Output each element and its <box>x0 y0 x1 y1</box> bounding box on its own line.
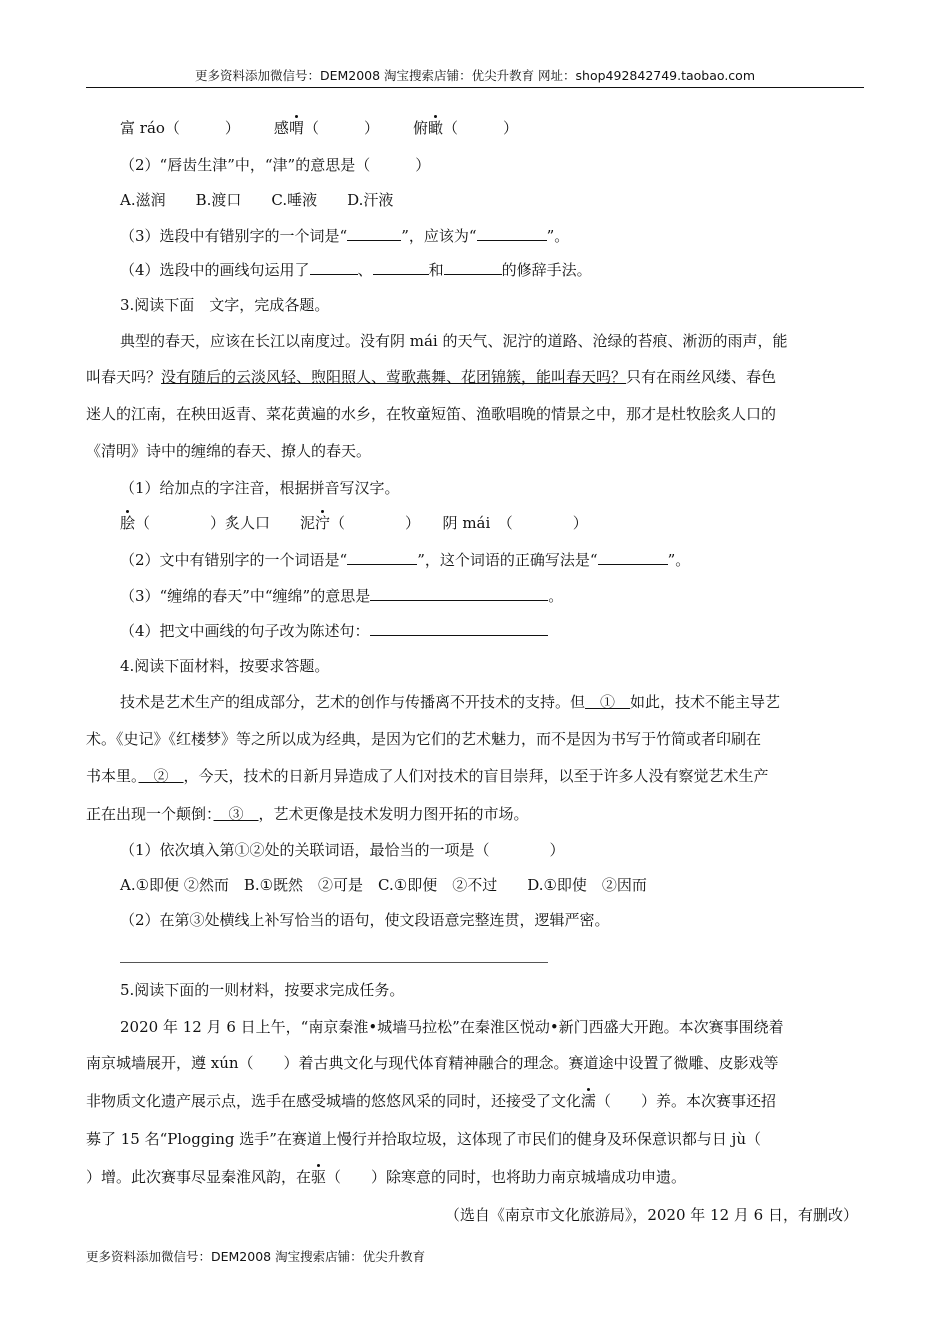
answer-blank[interactable] <box>444 260 502 275</box>
q2-pinyin-row: 富 ráo（ ） 感喟（ ） 俯瞰（ ） <box>120 119 519 137</box>
dotted-char: 脍 <box>120 514 136 532</box>
q3-sub3: （3）“缠绵的春天”中“缠绵”的意思是 。 <box>120 587 564 605</box>
blank-marker-2: ② <box>138 767 184 785</box>
blank-marker-3: ③ <box>213 805 259 823</box>
q5-para-line-1: 2020 年 12 月 6 日上午，“南京秦淮•城墙马拉松”在秦淮区悦动•新门西盛大开跑。本次赛事围绕着 <box>120 1018 784 1036</box>
q2-sub2: （2）“唇齿生津”中，“津”的意思是（ ） <box>120 156 431 174</box>
q3-para-line-1: 典型的春天，应该在长江以南度过。没有阴 mái 的天气、泥泞的道路、沧绿的苔痕、淅沥的雨声，能 <box>120 332 788 350</box>
page-footer: 更多资料添加微信号：DEM2008 淘宝搜索店铺：优尖升教育 <box>86 1249 426 1264</box>
q4-para-line-3: 书本里。 ② ，今天，技术的日新月异造成了人们对技术的盲目崇拜，以至于许多人没有察觉艺术生产 <box>86 767 769 785</box>
q3-sub2: （2）文中有错别字的一个词语是“ ”，这个词语的正确写法是“ ”。 <box>120 551 691 569</box>
q5-para-line-4: 募了 15 名“Plogging 选手”在赛道上慢行并拾取垃圾，这体现了市民们的健身及环保意识都与日 jù（ <box>86 1130 761 1148</box>
answer-blank[interactable] <box>370 621 548 636</box>
underlined-sentence: 没有随后的云淡风轻、煦阳照人、莺歌燕舞、花团锦簇，能叫春天吗？ <box>161 368 627 386</box>
answer-blank[interactable] <box>347 550 417 565</box>
answer-line[interactable] <box>120 962 548 963</box>
q5-para-line-3: 非物质文化遗产展示点，选手在感受城墙的悠悠风采的同时，还接受了文化濡（ ）养。本次赛事还招 <box>86 1092 777 1110</box>
q4-sub1: （1）依次填入第①②处的关联词语，最恰当的一项是（ ） <box>120 841 565 859</box>
q3-title: 3.阅读下面 文字，完成各题。 <box>120 296 330 314</box>
answer-blank[interactable] <box>477 226 547 241</box>
dotted-char: 喟 <box>288 119 304 137</box>
q5-para-line-5: ）增。此次赛事尽显秦淮风韵，在驱（ ）除寒意的同时，也将助力南京城墙成功申遗。 <box>86 1168 687 1186</box>
dotted-char: 濡 <box>581 1092 597 1110</box>
dotted-char: 泞 <box>315 514 331 532</box>
q4-para-line-4: 正在出现一个颠倒： ③ ，艺术更像是技术发明力图开拓的市场。 <box>86 805 529 823</box>
answer-blank[interactable] <box>370 586 548 601</box>
answer-blank[interactable] <box>373 260 429 275</box>
dotted-char: 驱 <box>311 1168 327 1186</box>
answer-blank[interactable] <box>598 550 668 565</box>
q4-sub2: （2）在第③处横线上补写恰当的语句，使文段语意完整连贯，逻辑严密。 <box>120 911 610 929</box>
q3-sub1-row: 脍（ ）炙人口 泥泞（ ） 阴 mái （ ） <box>120 514 588 532</box>
q2-sub4: （4）选段中的画线句运用了 、 和 的修辞手法。 <box>120 261 592 279</box>
q3-sub1: （1）给加点的字注音，根据拼音写汉字。 <box>120 479 400 497</box>
q2-sub2-options: A.滋润 B.渡口 C.唾液 D.汗液 <box>120 191 394 209</box>
q3-sub4: （4）把文中画线的句子改为陈述句： <box>120 621 548 641</box>
q3-para-line-3: 迷人的江南，在秧田返青、菜花黄遍的水乡，在牧童短笛、渔歌唱晚的情景之中，那才是杜牧脍炙人口的 <box>86 405 777 423</box>
dotted-char: 瞰 <box>427 119 443 137</box>
header-rule <box>86 87 864 88</box>
q4-para-line-2: 术。《史记》《红楼梦》等之所以成为经典，是因为它们的艺术魅力，而不是因为书写于竹简或者印刷在 <box>86 730 762 748</box>
q4-title: 4.阅读下面材料，按要求答题。 <box>120 657 330 675</box>
q4-sub1-options: A.①即便 ②然而 B.①既然 ②可是 C.①即便 ②不过 D.①即使 ②因而 <box>120 876 647 894</box>
source-citation: （选自《南京市文化旅游局》，2020 年 12 月 6 日，有删改） <box>444 1206 858 1224</box>
q2-item-1: 富 ráo（ ） <box>120 119 240 137</box>
q2-sub3: （3）选段中有错别字的一个词是“ ”，应该为“ ”。 <box>120 227 570 245</box>
q5-title: 5.阅读下面的一则材料，按要求完成任务。 <box>120 981 405 999</box>
answer-blank[interactable] <box>310 260 358 275</box>
q4-para-line-1: 技术是艺术生产的组成部分，艺术的创作与传播离不开技术的支持。但 ① 如此，技术不能主导艺 <box>120 693 781 711</box>
blank-marker-1: ① <box>585 693 631 711</box>
answer-blank[interactable] <box>347 226 401 241</box>
q5-para-line-2: 南京城墙展开，遵 xún（ ）着古典文化与现代体育精神融合的理念。赛道途中设置了微雕、皮影戏等 <box>86 1054 779 1072</box>
q3-para-line-4: 《清明》诗中的缠绵的春天、撩人的春天。 <box>86 442 372 460</box>
q3-para-line-2: 叫春天吗？没有随后的云淡风轻、煦阳照人、莺歌燕舞、花团锦簇，能叫春天吗？只有在雨丝风缕、春色 <box>86 368 777 386</box>
page-header: 更多资料添加微信号：DEM2008 淘宝搜索店铺：优尖升教育 网址：shop492842749.taobao.com <box>194 68 756 83</box>
